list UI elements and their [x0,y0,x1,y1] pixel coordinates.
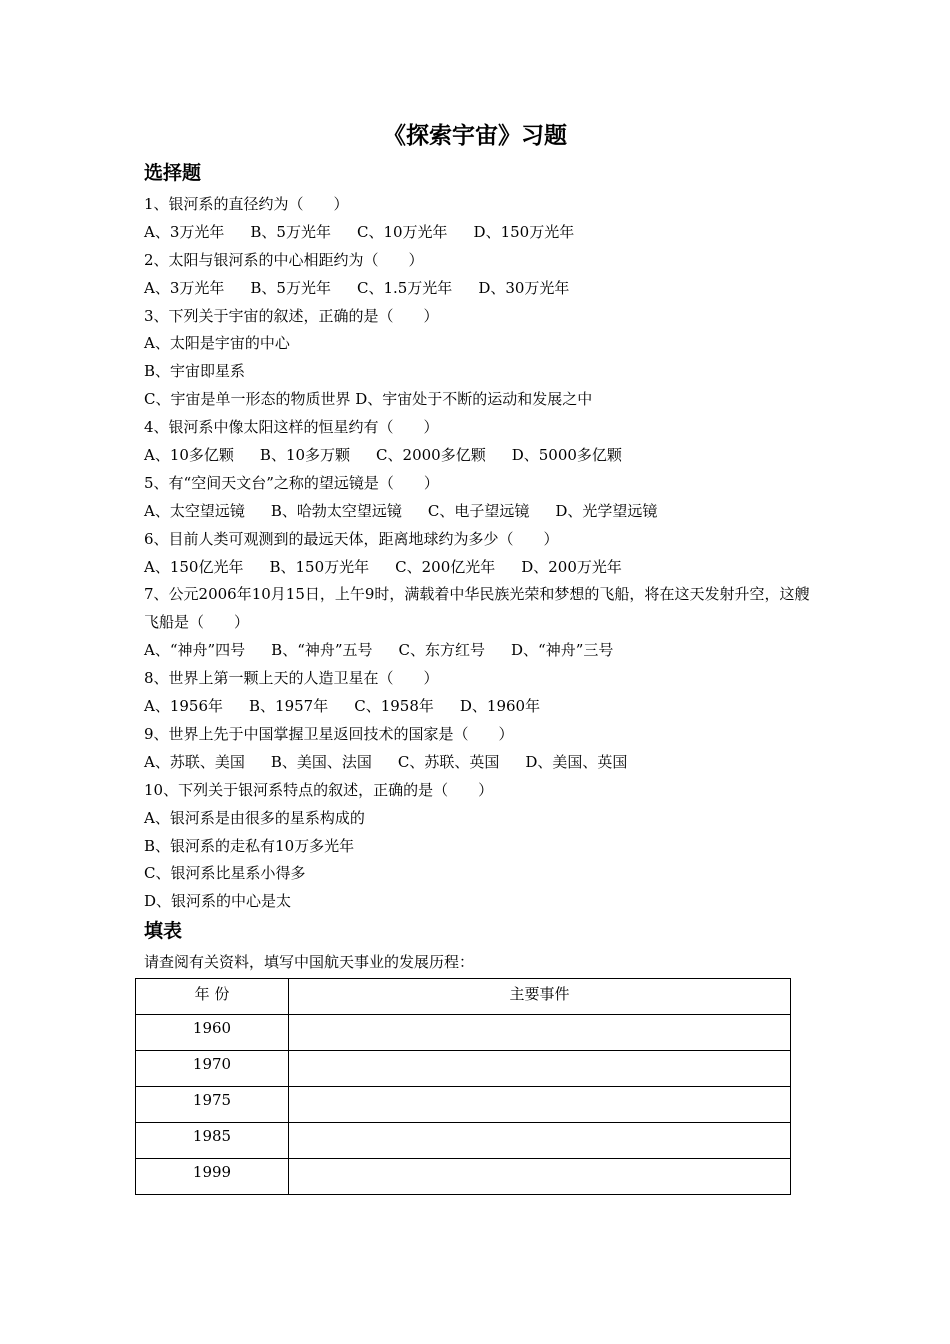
question-text: 1、银河系的直径约为（ ） [144,195,349,213]
option: C、1.5万光年 [356,278,453,297]
option: A、苏联、美国 [144,752,245,771]
options-row [144,498,824,526]
option-line: A、太阳是宇宙的中心 [144,334,290,353]
option: B、“神舟”五号 [271,641,373,660]
option: D、美国、英国 [525,752,628,771]
option-line: B、银河系的走私有10万多光年 [144,836,355,855]
table-row [136,1159,791,1195]
section-heading-table: 填表 [144,920,183,942]
question-text: 7、公元2006年10月15日，上午9时，满载着中华民族光荣和梦想的飞船，将在这天发射升空，这艘飞船是（ ） [144,585,810,632]
option: D、200万光年 [521,557,622,576]
table-row [136,1123,791,1159]
table-row [136,1087,791,1123]
option: A、太空望远镜 [144,501,245,520]
options-row [144,442,824,470]
option: A、“神舟”四号 [144,641,246,660]
page-title: 《探索宇宙》习题 [383,123,567,149]
question-text: 5、有“空间天文台”之称的望远镜是（ ） [144,473,439,492]
event-cell[interactable] [289,1087,791,1123]
year-cell: 1975 [136,1087,289,1123]
option: B、美国、法国 [270,752,372,771]
question-text: 6、目前人类可观测到的最远天体，距离地球约为多少（ ） [144,529,559,548]
option-line: C、银河系比星系小得多 [144,864,306,883]
option: C、苏联、英国 [397,752,500,771]
option: B、哈勃太空望远镜 [270,501,402,520]
option: A、3万光年 [144,222,225,241]
table-intro: 请查阅有关资料，填写中国航天事业的发展历程： [144,953,475,971]
table-row [136,1051,791,1087]
option-line: C、宇宙是单一形态的物质世界 D、宇宙处于不断的运动和发展之中 [144,390,593,409]
option: D、“神舟”三号 [511,641,614,660]
option: A、10多亿颗 [144,446,234,465]
section-heading-choice: 选择题 [144,162,202,184]
option: C、1958年 [354,697,434,716]
header-year: 年 份 [136,979,289,1015]
option-line: A、银河系是由很多的星系构成的 [144,808,365,827]
year-cell: 1999 [136,1159,289,1195]
question-text: 3、下列关于宇宙的叙述，正确的是（ ） [144,306,439,325]
history-table [135,978,791,1195]
question-list [144,191,824,916]
option: D、光学望远镜 [555,501,658,520]
options-row [144,749,824,777]
option: D、150万光年 [473,222,575,241]
option: C、10万光年 [356,222,448,241]
option: B、5万光年 [250,278,331,297]
option: C、电子望远镜 [427,501,530,520]
options-row [144,219,824,247]
option: B、1957年 [249,697,329,716]
option-line: B、宇宙即星系 [144,362,246,381]
question-text: 4、银河系中像太阳这样的恒星约有（ ） [144,418,439,437]
event-cell[interactable] [289,1123,791,1159]
option: B、5万光年 [250,222,331,241]
question-text: 8、世界上第一颗上天的人造卫星在（ ） [144,669,439,688]
table-row [136,1015,791,1051]
option: A、3万光年 [144,278,225,297]
option: C、东方红号 [398,641,486,660]
question-text: 9、世界上先于中国掌握卫星返回技术的国家是（ ） [144,724,514,743]
options-row [144,554,824,582]
option: D、30万光年 [478,278,570,297]
year-cell: 1985 [136,1123,289,1159]
question-text: 2、太阳与银河系的中心相距约为（ ） [144,250,424,269]
options-row [144,275,824,303]
event-cell[interactable] [289,1015,791,1051]
year-cell: 1970 [136,1051,289,1087]
option: A、150亿光年 [144,557,244,576]
options-row [144,637,824,665]
option: B、150万光年 [269,557,370,576]
option-line: D、银河系的中心是太 [144,892,292,911]
option: D、1960年 [459,697,541,716]
table-header-row [136,979,791,1015]
options-row [144,693,824,721]
question-text: 10、下列关于银河系特点的叙述，正确的是（ ） [144,780,494,799]
header-event: 主要事件 [289,979,791,1015]
event-cell[interactable] [289,1159,791,1195]
event-cell[interactable] [289,1051,791,1087]
option: C、2000多亿颗 [376,446,486,465]
option: C、200亿光年 [395,557,496,576]
year-cell: 1960 [136,1015,289,1051]
option: A、1956年 [144,697,224,716]
option: B、10多万颗 [259,446,351,465]
option: D、5000多亿颗 [511,446,622,465]
